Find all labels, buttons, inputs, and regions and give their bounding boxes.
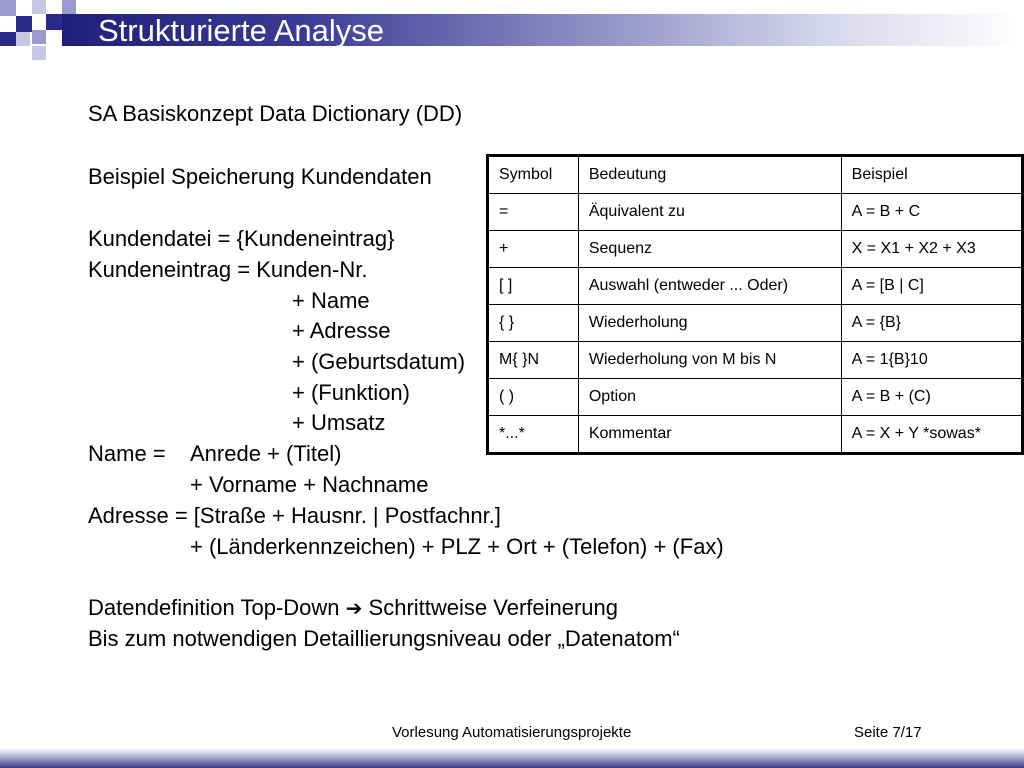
decor-square	[0, 32, 16, 46]
table-cell: M{ }N	[488, 342, 579, 379]
table-header-cell: Bedeutung	[578, 156, 841, 194]
definition-line: + Name	[292, 288, 370, 313]
definition-line: + Adresse	[292, 318, 391, 343]
table-cell: A = {B}	[841, 305, 1022, 342]
table-header-cell: Symbol	[488, 156, 579, 194]
table-cell: Äquivalent zu	[578, 194, 841, 231]
footer-page-number: Seite 7/17	[854, 724, 922, 741]
table-header-cell: Beispiel	[841, 156, 1022, 194]
definition-line: Kundendatei = {Kundeneintrag}	[88, 226, 395, 251]
definition-line: + (Geburtsdatum)	[292, 349, 466, 374]
title-bar	[0, 0, 1024, 46]
footer-bar	[0, 748, 1024, 768]
table-row	[488, 231, 1023, 268]
table-cell: { }	[488, 305, 579, 342]
table-cell: Sequenz	[578, 231, 841, 268]
table-cell: Option	[578, 379, 841, 416]
decor-square	[32, 30, 46, 44]
decor-square	[46, 14, 62, 30]
definition-line: + Vorname + Nachname	[190, 472, 429, 497]
table-row	[488, 416, 1023, 454]
table-cell: Wiederholung	[578, 305, 841, 342]
table-cell: A = B + (C)	[841, 379, 1022, 416]
decor-square	[0, 0, 16, 16]
topdown-line	[88, 595, 618, 621]
table-row	[488, 268, 1023, 305]
arrow-right-icon: ➔	[345, 596, 363, 620]
decor-square	[32, 0, 46, 14]
section-heading: SA Basiskonzept Data Dictionary (DD)	[88, 101, 463, 126]
table-cell: =	[488, 194, 579, 231]
definition-line: Kundeneintrag = Kunden-Nr.	[88, 257, 368, 282]
table-cell: Wiederholung von M bis N	[578, 342, 841, 379]
table-cell: Auswahl (entweder ... Oder)	[578, 268, 841, 305]
example-label: Beispiel Speicherung Kundendaten	[88, 164, 432, 189]
footer-course: Vorlesung Automatisierungsprojekte	[392, 724, 632, 741]
topdown-prefix: Datendefinition Top-Down	[88, 595, 340, 620]
decor-square	[16, 32, 30, 46]
table-cell: *...*	[488, 416, 579, 454]
table-cell: +	[488, 231, 579, 268]
table-cell: Kommentar	[578, 416, 841, 454]
decor-square	[32, 46, 46, 60]
table-cell: A = X + Y *sowas*	[841, 416, 1022, 454]
table-row	[488, 379, 1023, 416]
definition-line: + Umsatz	[292, 410, 386, 435]
table-row	[488, 305, 1023, 342]
definition-line: Anrede + (Titel)	[190, 441, 342, 466]
table-row	[488, 342, 1023, 379]
table-header-row	[488, 156, 1023, 194]
slide-title: Strukturierte Analyse	[98, 13, 385, 48]
table-cell: [ ]	[488, 268, 579, 305]
definition-line: Name =	[88, 441, 166, 466]
table-cell: X = X1 + X2 + X3	[841, 231, 1022, 268]
symbol-table	[486, 154, 1024, 455]
table-cell: ( )	[488, 379, 579, 416]
table-cell: A = [B | C]	[841, 268, 1022, 305]
decor-square	[16, 16, 32, 32]
decor-square	[62, 0, 76, 14]
table-cell: A = 1{B}10	[841, 342, 1022, 379]
definition-line: Adresse = [Straße + Hausnr. | Postfachnr.]	[88, 503, 501, 528]
definition-line: + (Länderkennzeichen) + PLZ + Ort + (Telefon) + (Fax)	[190, 534, 724, 559]
definition-line: + (Funktion)	[292, 380, 410, 405]
detail-line: Bis zum notwendigen Detaillierungsniveau oder „Datenatom“	[88, 626, 680, 651]
table-cell: A = B + C	[841, 194, 1022, 231]
topdown-suffix: Schrittweise Verfeinerung	[368, 595, 619, 620]
table-row	[488, 194, 1023, 231]
